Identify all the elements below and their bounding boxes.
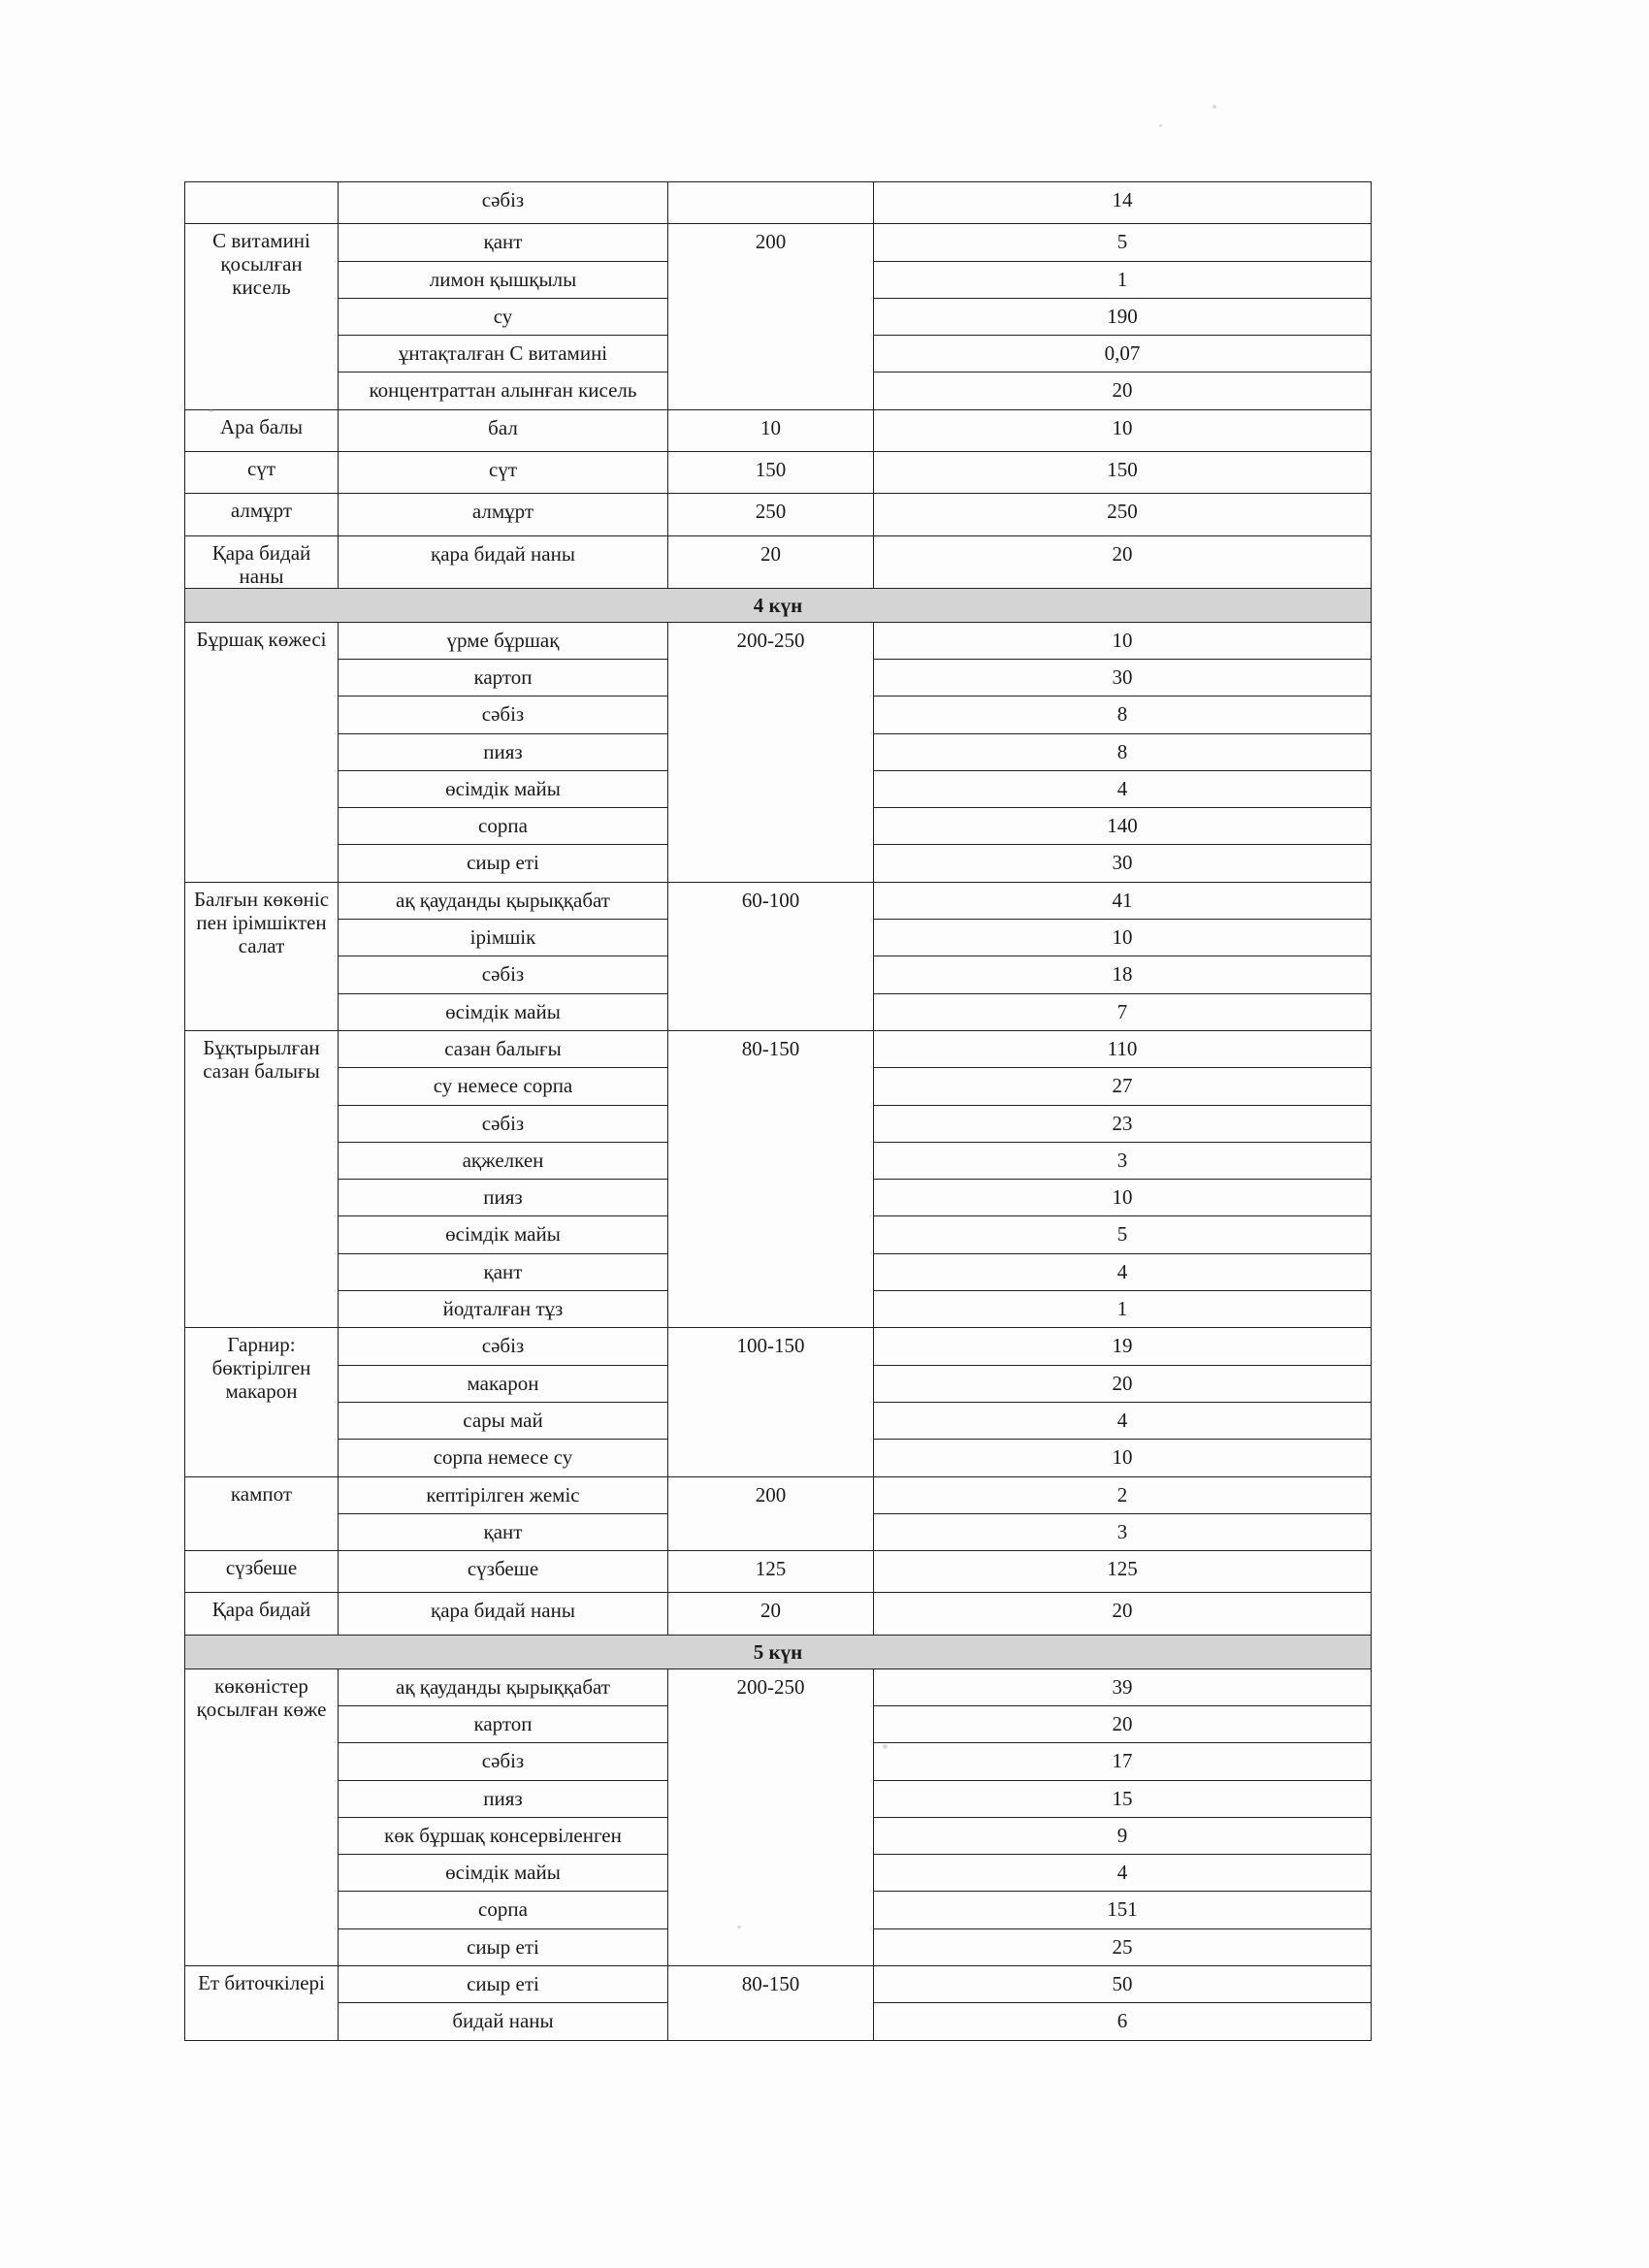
- dish-name-cell: сүзбеше: [185, 1551, 339, 1593]
- amount-cell: 8: [874, 697, 1372, 733]
- portion-cell: [668, 770, 874, 807]
- table-row: [185, 1743, 1372, 1780]
- ingredient-cell: сиыр еті: [339, 1966, 668, 2003]
- dish-name-cell: С витамині қосылған кисель: [185, 224, 339, 409]
- portion-cell: [668, 920, 874, 956]
- amount-cell: 39: [874, 1669, 1372, 1705]
- portion-cell: [668, 1705, 874, 1742]
- ingredient-cell: кептірілген жеміс: [339, 1476, 668, 1513]
- menu-table-body: [185, 182, 1372, 2041]
- ingredient-cell: сазан балығы: [339, 1030, 668, 1067]
- ingredient-cell: пияз: [339, 1780, 668, 1817]
- amount-cell: 3: [874, 1142, 1372, 1179]
- dish-name-cell: кампот: [185, 1476, 339, 1551]
- ingredient-cell: қара бидай наны: [339, 1593, 668, 1635]
- portion-cell: 100-150: [668, 1328, 874, 1365]
- ingredient-cell: ұнтақталған С витамині: [339, 336, 668, 373]
- ingredient-cell: ақ қауданды қырыққабат: [339, 882, 668, 919]
- amount-cell: 50: [874, 1966, 1372, 2003]
- amount-cell: 5: [874, 1216, 1372, 1253]
- portion-cell: [668, 1817, 874, 1854]
- amount-cell: 10: [874, 622, 1372, 659]
- table-row: [185, 845, 1372, 882]
- portion-cell: [668, 659, 874, 696]
- ingredient-cell: қара бидай наны: [339, 535, 668, 588]
- scan-speck: [883, 1744, 888, 1749]
- amount-cell: 10: [874, 1440, 1372, 1476]
- dish-name-cell: Ара балы: [185, 409, 339, 451]
- portion-cell: [668, 1855, 874, 1892]
- portion-cell: [668, 1513, 874, 1550]
- table-row: [185, 1593, 1372, 1635]
- ingredient-cell: өсімдік майы: [339, 770, 668, 807]
- dish-name-cell: Бұршақ көжесі: [185, 622, 339, 882]
- amount-cell: 151: [874, 1892, 1372, 1928]
- amount-cell: 20: [874, 1365, 1372, 1402]
- ingredient-cell: ақ қауданды қырыққабат: [339, 1669, 668, 1705]
- dish-name-cell: Ет биточкілері: [185, 1966, 339, 2041]
- amount-cell: 4: [874, 1855, 1372, 1892]
- table-row: [185, 1291, 1372, 1328]
- table-row: [185, 1780, 1372, 1817]
- portion-cell: [668, 808, 874, 845]
- amount-cell: 27: [874, 1068, 1372, 1105]
- ingredient-cell: сорпа: [339, 808, 668, 845]
- table-row: [185, 2003, 1372, 2040]
- amount-cell: 20: [874, 1705, 1372, 1742]
- portion-cell: [668, 993, 874, 1030]
- table-row: [185, 882, 1372, 919]
- dish-name-cell: Қара бидай наны: [185, 535, 339, 588]
- table-row: [185, 1669, 1372, 1705]
- amount-cell: 150: [874, 452, 1372, 494]
- amount-cell: 110: [874, 1030, 1372, 1067]
- table-row: [185, 697, 1372, 733]
- amount-cell: 250: [874, 494, 1372, 535]
- amount-cell: 4: [874, 1402, 1372, 1439]
- portion-cell: [668, 733, 874, 770]
- ingredient-cell: сәбіз: [339, 956, 668, 993]
- portion-cell: [668, 1253, 874, 1290]
- table-row: [185, 1966, 1372, 2003]
- table-row: [185, 1105, 1372, 1142]
- table-row: [185, 336, 1372, 373]
- ingredient-cell: ірімшік: [339, 920, 668, 956]
- portion-cell: 200-250: [668, 622, 874, 659]
- ingredient-cell: йодталған тұз: [339, 1291, 668, 1328]
- ingredient-cell: су немесе сорпа: [339, 1068, 668, 1105]
- table-row: [185, 1513, 1372, 1550]
- amount-cell: 1: [874, 1291, 1372, 1328]
- amount-cell: 10: [874, 1180, 1372, 1216]
- table-row: [185, 1253, 1372, 1290]
- table-row: [185, 1328, 1372, 1365]
- ingredient-cell: пияз: [339, 1180, 668, 1216]
- dish-name-cell: Гарнир: бөктірілген макарон: [185, 1328, 339, 1476]
- portion-cell: [668, 1928, 874, 1965]
- table-row: [185, 1892, 1372, 1928]
- table-row: [185, 622, 1372, 659]
- portion-cell: [668, 1216, 874, 1253]
- portion-cell: [668, 1402, 874, 1439]
- table-row: [185, 224, 1372, 261]
- ingredient-cell: сорпа: [339, 1892, 668, 1928]
- dish-name-cell: Қара бидай: [185, 1593, 339, 1635]
- amount-cell: 0,07: [874, 336, 1372, 373]
- amount-cell: 25: [874, 1928, 1372, 1965]
- portion-cell: [668, 182, 874, 224]
- amount-cell: 20: [874, 373, 1372, 409]
- table-row: [185, 409, 1372, 451]
- table-row: [185, 535, 1372, 588]
- portion-cell: [668, 1892, 874, 1928]
- ingredient-cell: сәбіз: [339, 182, 668, 224]
- ingredient-cell: қант: [339, 224, 668, 261]
- dish-name-cell: Бұқтырылған сазан балығы: [185, 1030, 339, 1327]
- table-row: [185, 1551, 1372, 1593]
- table-row: [185, 733, 1372, 770]
- ingredient-cell: өсімдік майы: [339, 993, 668, 1030]
- ingredient-cell: сары май: [339, 1402, 668, 1439]
- table-row: [185, 1928, 1372, 1965]
- portion-cell: 125: [668, 1551, 874, 1593]
- amount-cell: 20: [874, 1593, 1372, 1635]
- table-row: [185, 1216, 1372, 1253]
- table-row: [185, 808, 1372, 845]
- table-row: [185, 1142, 1372, 1179]
- ingredient-cell: сәбіз: [339, 1105, 668, 1142]
- ingredient-cell: лимон қышқылы: [339, 261, 668, 298]
- ingredient-cell: картоп: [339, 659, 668, 696]
- portion-cell: 60-100: [668, 882, 874, 919]
- ingredient-cell: бал: [339, 409, 668, 451]
- portion-cell: [668, 1780, 874, 1817]
- portion-cell: 20: [668, 535, 874, 588]
- portion-cell: [668, 1142, 874, 1179]
- amount-cell: 6: [874, 2003, 1372, 2040]
- amount-cell: 8: [874, 733, 1372, 770]
- amount-cell: 190: [874, 298, 1372, 335]
- dish-name-cell: алмұрт: [185, 494, 339, 535]
- scan-speck: [209, 409, 213, 412]
- dish-name-cell: Балғын көкөніс пен ірімшіктен салат: [185, 882, 339, 1030]
- amount-cell: 7: [874, 993, 1372, 1030]
- amount-cell: 19: [874, 1328, 1372, 1365]
- scan-speck: [737, 1926, 741, 1928]
- portion-cell: [668, 2003, 874, 2040]
- amount-cell: 125: [874, 1551, 1372, 1593]
- portion-cell: 20: [668, 1593, 874, 1635]
- portion-cell: [668, 1440, 874, 1476]
- amount-cell: 10: [874, 409, 1372, 451]
- day-header-row: [185, 1635, 1372, 1669]
- portion-cell: 200: [668, 1476, 874, 1513]
- table-row: [185, 659, 1372, 696]
- portion-cell: [668, 261, 874, 298]
- amount-cell: 4: [874, 770, 1372, 807]
- table-row: [185, 452, 1372, 494]
- portion-cell: 80-150: [668, 1966, 874, 2003]
- amount-cell: 9: [874, 1817, 1372, 1854]
- table-row: [185, 920, 1372, 956]
- ingredient-cell: сәбіз: [339, 1743, 668, 1780]
- table-row: [185, 770, 1372, 807]
- table-row: [185, 1855, 1372, 1892]
- amount-cell: 2: [874, 1476, 1372, 1513]
- ingredient-cell: сәбіз: [339, 1328, 668, 1365]
- amount-cell: 1: [874, 261, 1372, 298]
- table-row: [185, 1030, 1372, 1067]
- portion-cell: 10: [668, 409, 874, 451]
- table-row: [185, 1180, 1372, 1216]
- amount-cell: 15: [874, 1780, 1372, 1817]
- ingredient-cell: пияз: [339, 733, 668, 770]
- portion-cell: 250: [668, 494, 874, 535]
- amount-cell: 30: [874, 659, 1372, 696]
- ingredient-cell: сүт: [339, 452, 668, 494]
- ingredient-cell: ақжелкен: [339, 1142, 668, 1179]
- portion-cell: [668, 1068, 874, 1105]
- portion-cell: [668, 336, 874, 373]
- ingredient-cell: қант: [339, 1253, 668, 1290]
- amount-cell: 3: [874, 1513, 1372, 1550]
- portion-cell: [668, 845, 874, 882]
- portion-cell: [668, 956, 874, 993]
- table-row: [185, 373, 1372, 409]
- ingredient-cell: үрме бұршақ: [339, 622, 668, 659]
- portion-cell: [668, 1743, 874, 1780]
- portion-cell: 200: [668, 224, 874, 261]
- portion-cell: [668, 373, 874, 409]
- portion-cell: [668, 697, 874, 733]
- table-row: [185, 1705, 1372, 1742]
- amount-cell: 17: [874, 1743, 1372, 1780]
- amount-cell: 41: [874, 882, 1372, 919]
- ingredient-cell: су: [339, 298, 668, 335]
- ingredient-cell: өсімдік майы: [339, 1216, 668, 1253]
- table-row: [185, 956, 1372, 993]
- ingredient-cell: макарон: [339, 1365, 668, 1402]
- portion-cell: [668, 1105, 874, 1142]
- table-row: [185, 1068, 1372, 1105]
- amount-cell: 4: [874, 1253, 1372, 1290]
- dish-name-cell: сүт: [185, 452, 339, 494]
- portion-cell: [668, 1291, 874, 1328]
- menu-table: [184, 181, 1372, 2041]
- table-row: [185, 1476, 1372, 1513]
- table-row: [185, 1817, 1372, 1854]
- ingredient-cell: өсімдік майы: [339, 1855, 668, 1892]
- ingredient-cell: сиыр еті: [339, 1928, 668, 1965]
- table-row: [185, 494, 1372, 535]
- amount-cell: 30: [874, 845, 1372, 882]
- scan-speck: [1159, 124, 1162, 127]
- ingredient-cell: картоп: [339, 1705, 668, 1742]
- portion-cell: 80-150: [668, 1030, 874, 1067]
- ingredient-cell: көк бұршақ консервіленген: [339, 1817, 668, 1854]
- portion-cell: 150: [668, 452, 874, 494]
- table-row: [185, 261, 1372, 298]
- ingredient-cell: бидай наны: [339, 2003, 668, 2040]
- portion-cell: 200-250: [668, 1669, 874, 1705]
- amount-cell: 14: [874, 182, 1372, 224]
- day-header: 4 күн: [185, 588, 1372, 622]
- table-row: [185, 182, 1372, 224]
- amount-cell: 23: [874, 1105, 1372, 1142]
- ingredient-cell: сүзбеше: [339, 1551, 668, 1593]
- ingredient-cell: қант: [339, 1513, 668, 1550]
- ingredient-cell: концентраттан алынған кисель: [339, 373, 668, 409]
- portion-cell: [668, 298, 874, 335]
- table-row: [185, 1402, 1372, 1439]
- ingredient-cell: алмұрт: [339, 494, 668, 535]
- table-row: [185, 1440, 1372, 1476]
- amount-cell: 10: [874, 920, 1372, 956]
- ingredient-cell: сорпа немесе су: [339, 1440, 668, 1476]
- ingredient-cell: сиыр еті: [339, 845, 668, 882]
- scan-speck: [1212, 105, 1216, 109]
- ingredient-cell: сәбіз: [339, 697, 668, 733]
- amount-cell: 5: [874, 224, 1372, 261]
- table-row: [185, 993, 1372, 1030]
- table-row: [185, 1365, 1372, 1402]
- day-header-row: [185, 588, 1372, 622]
- day-header: 5 күн: [185, 1635, 1372, 1669]
- dish-name-cell: [185, 182, 339, 224]
- amount-cell: 18: [874, 956, 1372, 993]
- amount-cell: 20: [874, 535, 1372, 588]
- portion-cell: [668, 1365, 874, 1402]
- portion-cell: [668, 1180, 874, 1216]
- amount-cell: 140: [874, 808, 1372, 845]
- table-row: [185, 298, 1372, 335]
- dish-name-cell: көкөністер қосылған көже: [185, 1669, 339, 1965]
